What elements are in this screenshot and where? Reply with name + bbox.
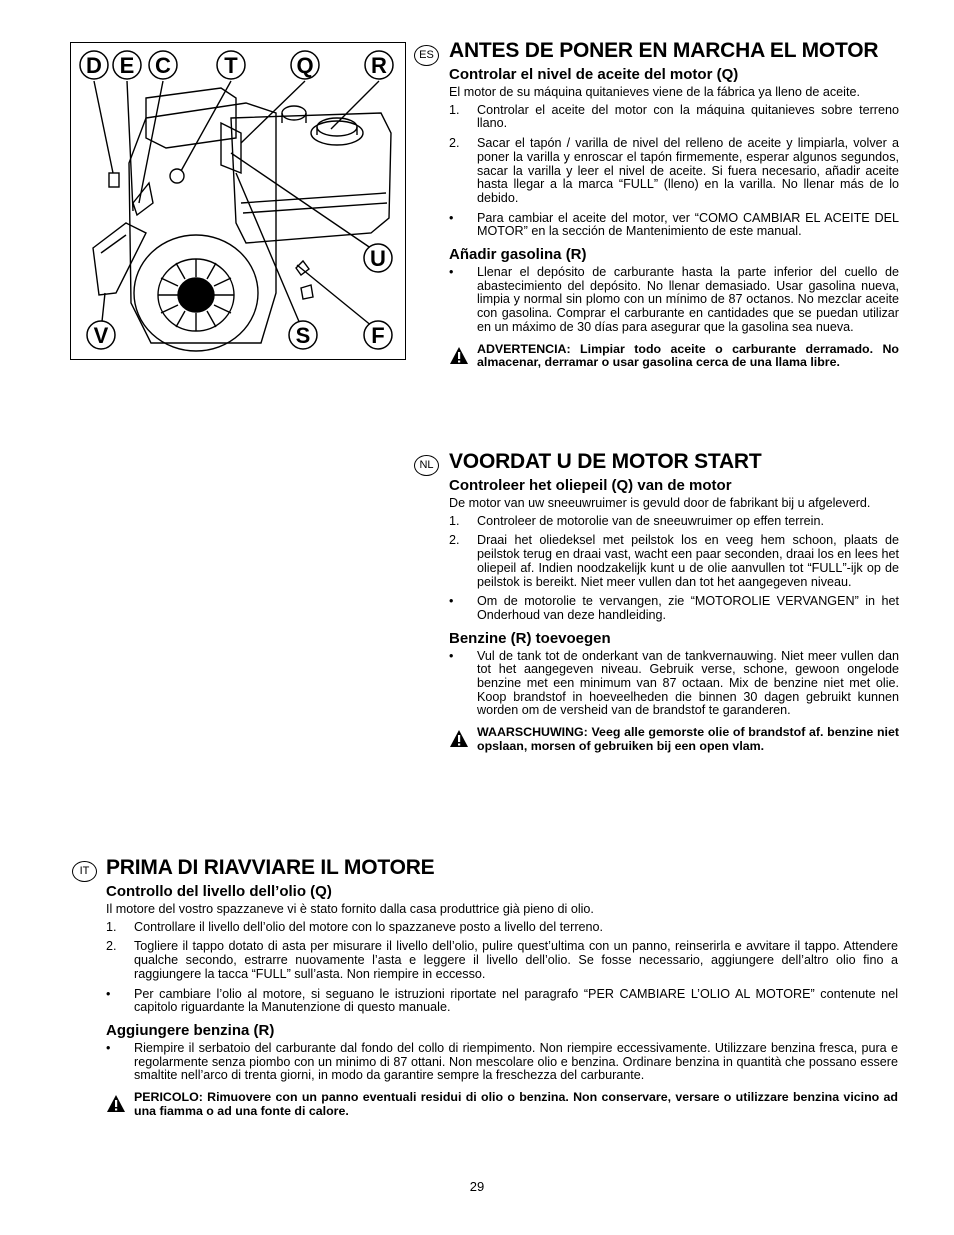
oil-body-nl <box>449 497 899 623</box>
title-nl: VOORDAT U DE MOTOR START <box>449 450 762 473</box>
oil-heading-nl: Controleer het oliepeil (Q) van de motor <box>449 477 732 494</box>
oil-intro-es: El motor de su máquina quitanieves viene de la fábrica ya lleno de aceite. <box>449 85 860 99</box>
language-badge-nl: NL <box>414 455 439 476</box>
throttle-control <box>133 183 153 215</box>
fuel-body-nl <box>449 650 899 719</box>
fuel-heading-it: Aggiungere benzina (R) <box>106 1021 275 1039</box>
list-item: • Riempire il serbatoio del carburante dal fondo del collo di riempimento. Non riempire eccessivamente. Utilizzare benzina fresca, pura e regolarmente senza piombo con un minimo di 87 ottani. Non mescolare olio e benzina. Ordinare benzina in quantità che possano essere smaltite nell’arco di trenta giorni, in modo da garantire sempre la freschezza del carburante. <box>106 1040 898 1083</box>
list-item: • Om de motorolie te vervangen, zie “MOTOROLIE VERVANGEN” in het Onderhoud van deze handleiding. <box>449 594 899 622</box>
list-item: • Para cambiar el aceite del motor, ver “COMO CAMBIAR EL ACEITE DEL MOTOR” en la sección de Mantenimiento de este manual. <box>449 210 899 239</box>
starter-handle <box>93 223 146 295</box>
fuel-body-es <box>449 266 899 335</box>
callout-u: U <box>370 246 386 271</box>
callout-e: E <box>119 53 135 78</box>
list-item: 2. Togliere il tappo dotato di asta per misurare il livello dell’olio, pulire quest’ultima con un panno, reinserirla e avvitare il tappo. Attendere qualche secondo, estrarre nuovamente l’asta e leggere il livello dell’olio. Se fosse necessario, aggiungere dell’altro olio fino a raggiungere la tacca “FULL” sull’asta. Non riempire in eccesso. <box>106 939 898 981</box>
list-item: 2. Sacar el tapón / varilla de nivel del relleno de aceite y limpiarla, volver a poner la varilla y enroscar el tapón firmemente, esperar algunos segundos, sacar la varilla y leer el nivel de aceite. Si fuera necesario, añadir aceite hasta llegar a la marca “FULL” (lleno) en la varilla. No llenar más de lo debido. <box>449 136 899 205</box>
warning-icon <box>449 346 469 365</box>
list-item: 1. Controlar el aceite del motor con la máquina quitanieves sobre terreno llano. <box>449 102 899 131</box>
title-it: PRIMA DI RIAVVIARE IL MOTORE <box>106 856 435 879</box>
list-item: 1. Controleer de motorolie van de sneeuwruimer op effen terrein. <box>449 513 824 528</box>
title-es: ANTES DE PONER EN MARCHA EL MOTOR <box>449 39 879 62</box>
section-it <box>106 856 898 1118</box>
warning-it: PERICOLO: Rimuovere con un panno eventuali residui di olio o benzina. Non conservare, versare o utilizzare benzina vicino ad una fiamma o ad una fonte di calore. <box>106 1091 898 1118</box>
callout-d: D <box>86 53 102 78</box>
engine-illustration <box>71 43 405 359</box>
list-item: 1. Controllare il livello dell’olio del motore con lo spazzaneve posto a livello del terreno. <box>106 919 604 934</box>
callout-r: R <box>371 53 387 78</box>
section-es <box>449 39 899 370</box>
engine-figure <box>70 42 406 360</box>
fuel-body-it <box>106 1042 898 1083</box>
oil-body-es <box>449 86 899 239</box>
oil-cap <box>282 106 306 120</box>
warning-nl: WAARSCHUWING: Veeg alle gemorste olie of brandstof af. benzine niet opslaan, morsen of gebruiken bij een open vlam. <box>449 726 899 753</box>
language-badge-it: IT <box>72 861 97 882</box>
oil-body-it <box>106 903 898 1015</box>
oil-heading-es: Controlar el nivel de aceite del motor (Q) <box>449 66 739 83</box>
fuel-heading-es: Añadir gasolina (R) <box>449 246 587 264</box>
list-item: • Per cambiare l’olio al motore, si seguano le istruzioni riportate nel paragrafo “PER CAMBIARE L’OLIO AL MOTORE” contenute nel capitolo riguardante la Manutenzione di questo manuale. <box>106 986 898 1015</box>
callout-f: F <box>371 323 385 348</box>
fuel-heading-nl: Benzine (R) toevoegen <box>449 629 611 647</box>
list-item: • Llenar el depósito de carburante hasta la parte inferior del cuello de abastecimiento del depósito. No llenar demasiado. Usar gasolina nueva, limpia y normal sin plomo con un mínimo de 87 octanos. No mezclar aceite con gasolina. Comprar el carburante en cantidades que se puedan utilizar en un máximo de 30 días para asegurar que la gasolina sea nueva. <box>449 265 899 334</box>
callout-s: S <box>295 323 311 348</box>
callout-q: Q <box>296 53 314 78</box>
warning-icon <box>449 729 469 748</box>
list-item: • Vul de tank tot de onderkant van de tankvernauwing. Niet meer vullen dan tot het aangegeven niveau. Gebruik verse, schone, gewoon ongelode benzine met een minimum van 87 octaan. Mix de benzine niet met olie. Koop brandstof in hoeveelheden die binnen 30 dagen gebruikt kunnen worden om de versheid van de brandstof te garanderen. <box>449 648 899 718</box>
callout-t: T <box>224 53 238 78</box>
oil-intro-nl: De motor van uw sneeuwruimer is gevuld door de fabrikant bij u afgeleverd. <box>449 496 871 510</box>
warning-es: ADVERTENCIA: Limpiar todo aceite o carburante derramado. No almacenar, derramar o usar gasolina cerca de una llama libre. <box>449 343 899 370</box>
fuel-cap <box>311 121 363 145</box>
callout-c: C <box>155 53 171 78</box>
warning-icon <box>106 1094 126 1113</box>
language-badge-es: ES <box>414 45 439 66</box>
primer-button <box>170 169 184 183</box>
list-item: 2. Draai het oliedeksel met peilstok los en veeg hem schoon, plaats de peilstok terug en draai vast, wacht een paar seconden, draai los en lees het oliepeil af. Indien noodzakelijk kunt u de olie aanvullen tot “FULL”-ijk op de peilstok is bereikt. Niet meer vullen dan tot het aangegeven niveau. <box>449 533 899 589</box>
oil-intro-it: Il motore del vostro spazzaneve vi è stato fornito dalla casa produttrice già pieno di olio. <box>106 902 594 916</box>
choke-control <box>109 173 119 187</box>
page-number: 29 <box>469 1179 485 1194</box>
oil-heading-it: Controllo del livello dell’olio (Q) <box>106 883 332 900</box>
section-nl <box>449 450 899 753</box>
callout-v: V <box>93 323 109 348</box>
